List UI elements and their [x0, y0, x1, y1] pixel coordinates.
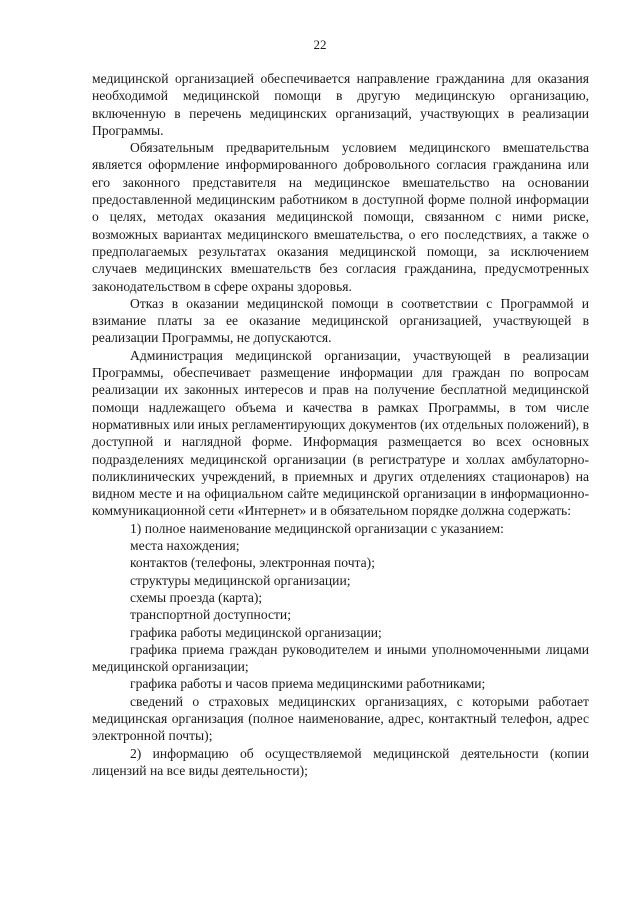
- list-item: графика работы медицинской организации;: [130, 624, 382, 640]
- page-number: 22: [313, 37, 327, 52]
- list-item: сведений о страховых медицинских организациях, с которыми работает медицинская организация (полное наименование, адрес, контактный телефон, адрес электронной почты);: [92, 693, 589, 744]
- list-item: графика работы и часов приема медицинскими работниками;: [130, 676, 486, 692]
- list-item: контактов (телефоны, электронная почта);: [130, 555, 375, 571]
- paragraph: Отказ в оказании медицинской помощи в соответствии с Программой и взимание платы за ее оказание медицинской организацией, участвующей в реализации Программы, не допускаются.: [92, 295, 589, 346]
- paragraph: Администрация медицинской организации, участвующей в реализации Программы, обеспечивает размещение информации для граждан по вопросам реализации их законных интересов и прав на получение бесплатной медицинской помощи надлежащего объема и качества в рамках Программы, в том числе нормативных или иных регламентирующих документов (их отдельных положений), в доступной и наглядной форме. Информация размещается во всех основных подразделениях медицинской организации (в регистратуре и холлах амбулаторно-поликлинических учреждений, в приемных и других отделениях стационаров) на видном месте и на официальном сайте медицинской организации в информационно-коммуникационной сети «Интернет» и в обязательном порядке должна содержать:: [92, 347, 589, 519]
- list-item: 1) полное наименование медицинской организации с указанием:: [130, 520, 504, 536]
- paragraph: медицинской организацией обеспечивается направление гражданина для оказания необходимой медицинской помощи в другую медицинскую организацию, включенную в перечень медицинских организаций, участвующих в реализации Программы.: [92, 71, 589, 138]
- list-item: схемы проезда (карта);: [130, 589, 263, 605]
- list-item: места нахождения;: [130, 538, 240, 554]
- list-item: графика приема граждан руководителем и иными уполномоченными лицами медицинской организации;: [92, 641, 589, 675]
- paragraph: Обязательным предварительным условием медицинского вмешательства является оформление информированного добровольного согласия гражданина или его законного представителя на медицинское вмешательство на основании предоставленной медицинским работником в доступной форме полной информации о целях, методах оказания медицинской помощи, связанном с ними риске, возможных вариантах медицинского вмешательства, о его последствиях, а также о предполагаемых результатах оказания медицинской помощи, за исключением случаев медицинских вмешательств без согласия гражданина, предусмотренных законодательством в сфере охраны здоровья.: [92, 140, 589, 294]
- list-item: транспортной доступности;: [130, 607, 291, 623]
- list-item: структуры медицинской организации;: [130, 572, 351, 588]
- document-body: [92, 70, 589, 779]
- list-item: 2) информацию об осуществляемой медицинской деятельности (копии лицензий на все виды деятельности);: [92, 745, 589, 778]
